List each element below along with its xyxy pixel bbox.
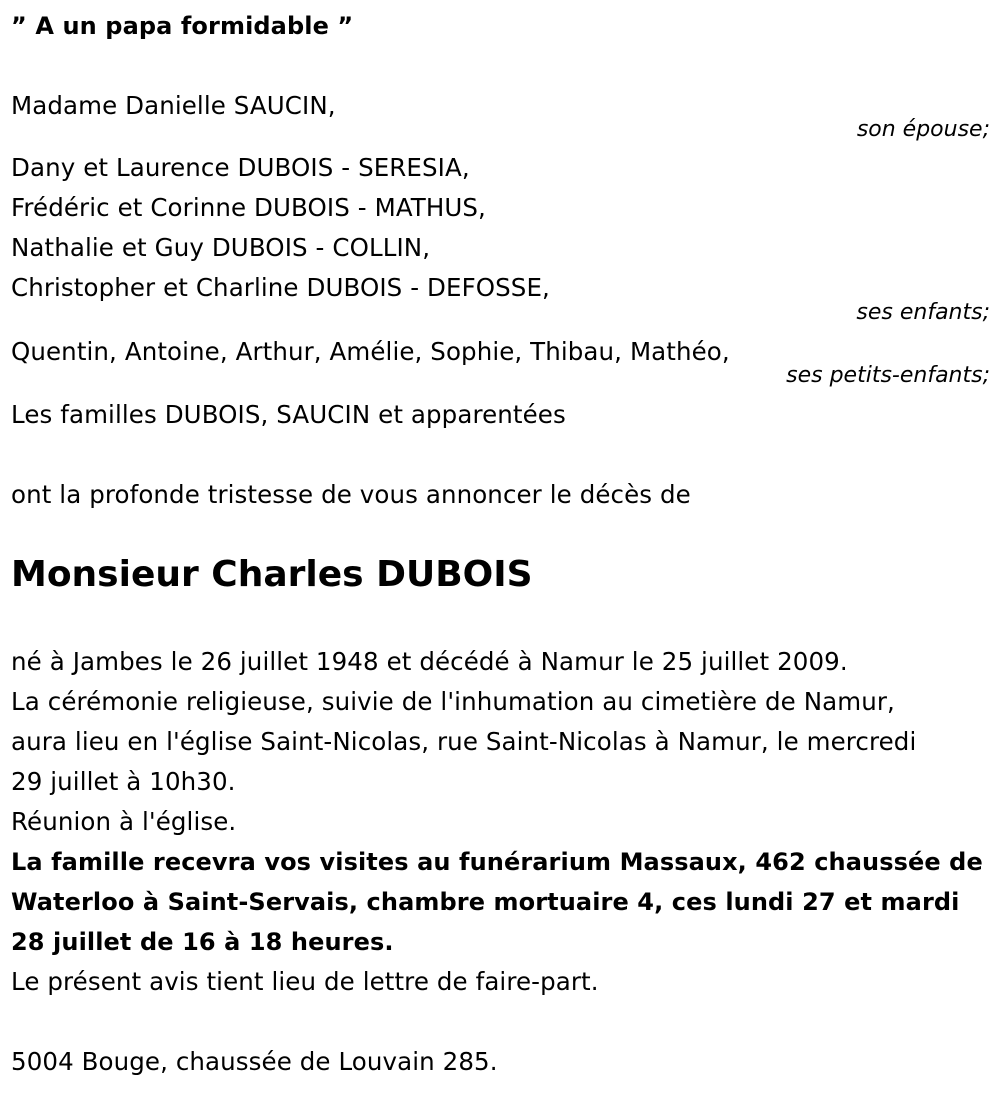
spouse-name: Madame Danielle SAUCIN, — [11, 91, 336, 120]
address: 5004 Bouge, chaussée de Louvain 285. — [11, 1047, 498, 1076]
motto: ” A un papa formidable ” — [11, 12, 354, 40]
visits-line: La famille recevra vos visites au funérarium Massaux, 462 chaussée de — [11, 848, 983, 876]
children-role: ses enfants; — [856, 300, 990, 325]
body-line: Réunion à l'église. — [11, 807, 237, 836]
body-line: La cérémonie religieuse, suivie de l'inhumation au cimetière de Namur, — [11, 687, 895, 716]
child-line: Frédéric et Corinne DUBOIS - MATHUS, — [11, 193, 486, 222]
visits-line: 28 juillet de 16 à 18 heures. — [11, 928, 394, 956]
spouse-role: son épouse; — [856, 117, 990, 142]
body-line: 29 juillet à 10h30. — [11, 767, 236, 796]
child-line: Dany et Laurence DUBOIS - SERESIA, — [11, 153, 470, 182]
body-line: né à Jambes le 26 juillet 1948 et décédé à Namur le 25 juillet 2009. — [11, 647, 848, 676]
visits-line: Waterloo à Saint-Servais, chambre mortuaire 4, ces lundi 27 et mardi — [11, 888, 960, 916]
deceased-name: Monsieur Charles DUBOIS — [11, 554, 533, 595]
families: Les familles DUBOIS, SAUCIN et apparentées — [11, 400, 566, 429]
child-line: Nathalie et Guy DUBOIS - COLLIN, — [11, 233, 431, 262]
notice-text: Le présent avis tient lieu de lettre de faire-part. — [11, 967, 599, 996]
grandchildren-role: ses petits-enfants; — [786, 363, 990, 388]
grandchildren-names: Quentin, Antoine, Arthur, Amélie, Sophie, Thibau, Mathéo, — [11, 337, 730, 366]
body-line: aura lieu en l'église Saint-Nicolas, rue Saint-Nicolas à Namur, le mercredi — [11, 727, 917, 756]
announcement: ont la profonde tristesse de vous annoncer le décès de — [11, 480, 691, 509]
child-line: Christopher et Charline DUBOIS - DEFOSSE, — [11, 273, 550, 302]
